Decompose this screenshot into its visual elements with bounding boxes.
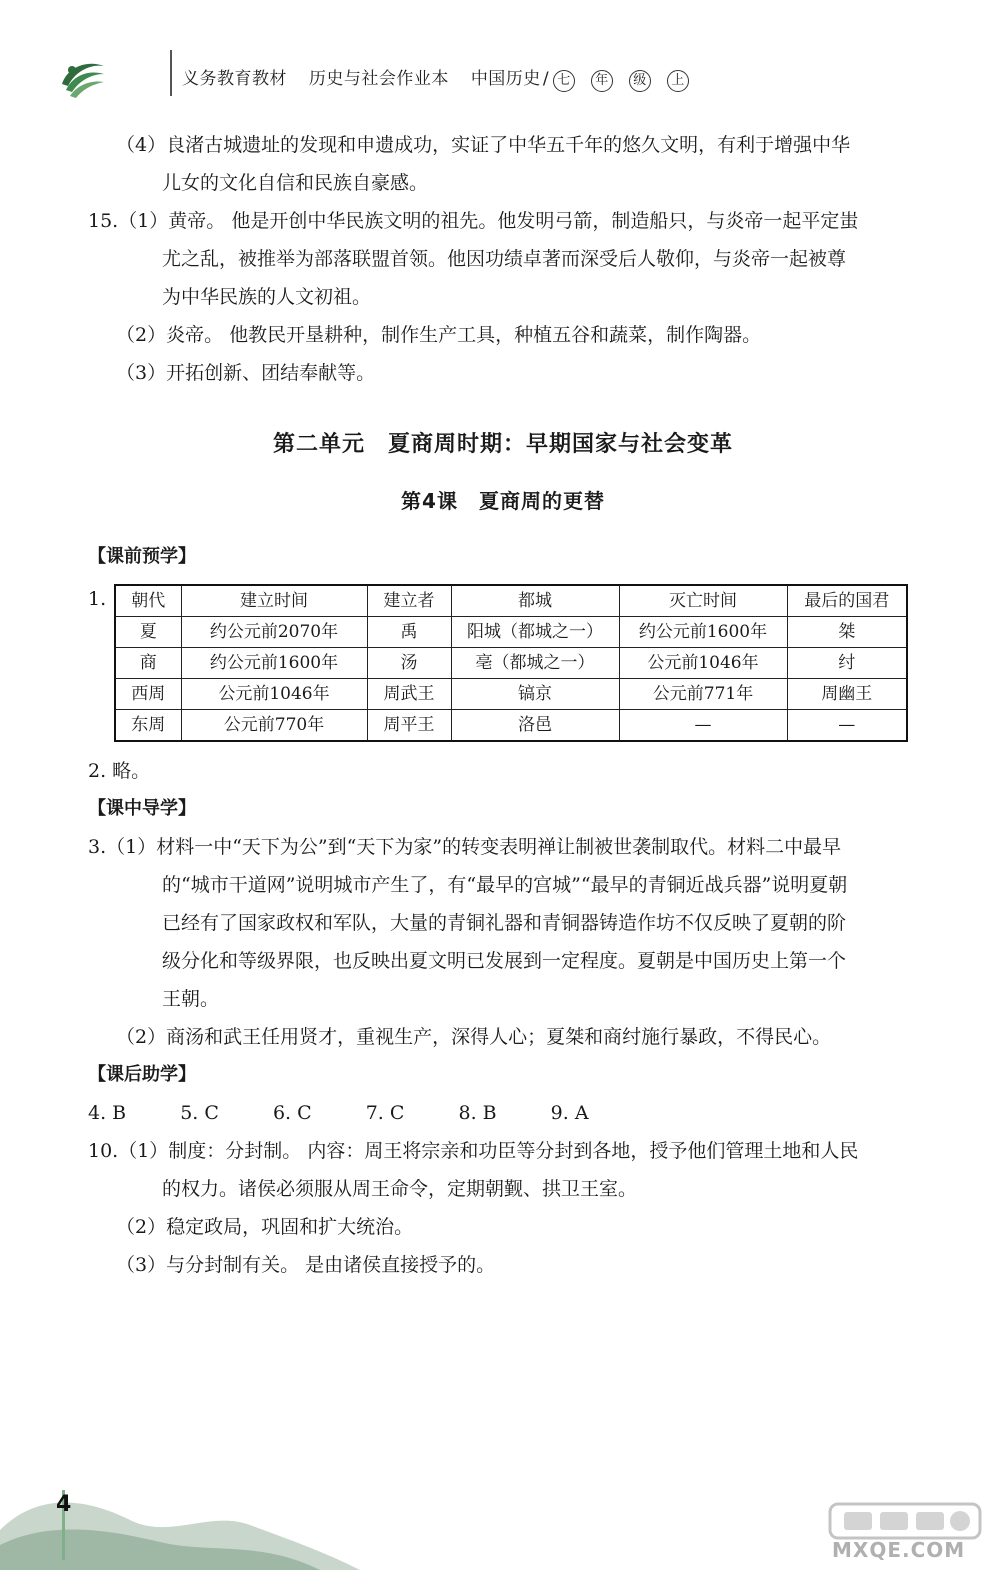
- unit-title: 第二单元 夏商周时期：早期国家与社会变革: [272, 432, 733, 457]
- table-cell: 东周: [115, 710, 181, 742]
- choice-answer: 7. C: [365, 1102, 405, 1124]
- grade-char: 七: [553, 70, 575, 92]
- text-line: （3）与分封制有关。 是由诸侯直接授予的。: [116, 1254, 496, 1276]
- text-line: 级分化和等级界限，也反映出夏文明已发展到一定程度。夏朝是中国历史上第一个: [162, 950, 847, 972]
- text-line: 儿女的文化自信和民族自豪感。: [162, 172, 429, 194]
- text-line: （2）炎帝。 他教民开垦耕种，制作生产工具，种植五谷和蔬菜，制作陶器。: [116, 324, 762, 346]
- table-row: [115, 710, 907, 742]
- table-cell: 公元前1046年: [181, 679, 367, 710]
- text-line: 已经有了国家政权和军队，大量的青铜礼器和青铜器铸造作坊不仅反映了夏朝的阶: [162, 912, 847, 934]
- watermark-text: MXQE.COM: [832, 1538, 966, 1562]
- table-row: [115, 679, 907, 710]
- table-cell: 阳城（都城之一）: [451, 617, 619, 648]
- column-header: 都城: [451, 585, 619, 617]
- answer-q2: 2. 略。: [88, 760, 151, 782]
- header-title: [182, 64, 705, 92]
- text-line: 3.（1）材料一中“天下为公”到“天下为家”的转变表明禅让制被世袭制取代。材料二中最早: [88, 836, 842, 858]
- text-line: （2）稳定政局，巩固和扩大统治。: [116, 1216, 414, 1238]
- header-item: 义务教育教材: [182, 69, 287, 89]
- column-header: 朝代: [115, 585, 181, 617]
- table-cell: 公元前770年: [181, 710, 367, 742]
- question-number: 1.: [88, 588, 107, 610]
- dynasty-table-block: [88, 580, 918, 746]
- column-header: 建立者: [367, 585, 451, 617]
- grade-char: 年: [591, 70, 613, 92]
- table-cell: 公元前771年: [619, 679, 787, 710]
- table-cell: 周幽王: [787, 679, 907, 710]
- text-line: 15.（1）黄帝。 他是开创中华民族文明的祖先。他发明弓箭，制造船只，与炎帝一起平定蚩: [88, 210, 859, 232]
- column-header: 灭亡时间: [619, 585, 787, 617]
- mid-answers: [88, 828, 918, 1056]
- text-line: 王朝。: [162, 988, 220, 1010]
- page-number: 4: [56, 1492, 72, 1517]
- publisher-logo-icon: [58, 56, 108, 102]
- section-pre-study: 【课前预学】: [88, 546, 196, 567]
- table-cell: —: [787, 710, 907, 742]
- header-divider: [170, 50, 172, 96]
- section-in-class: 【课中导学】: [88, 798, 196, 819]
- answer-content: [88, 126, 918, 1284]
- grade-char: 级: [629, 70, 651, 92]
- choice-answers: [88, 1094, 918, 1132]
- choice-answer: 8. B: [458, 1102, 497, 1124]
- table-cell: 约公元前1600年: [181, 648, 367, 679]
- page-header: [58, 50, 958, 110]
- text-line: 尤之乱，被推举为部落联盟首领。他因功绩卓著而深受后人敬仰，与炎帝一起被尊: [162, 248, 847, 270]
- table-cell: 镐京: [451, 679, 619, 710]
- header-slash: /: [542, 69, 550, 89]
- table-cell: 禹: [367, 617, 451, 648]
- dynasty-table: [114, 584, 908, 742]
- text-line: （3）开拓创新、团结奉献等。: [116, 362, 376, 384]
- choice-answer: 6. C: [272, 1102, 312, 1124]
- table-cell: 约公元前1600年: [619, 617, 787, 648]
- text-line: 的“城市干道网”说明城市产生了，有“最早的宫城”“最早的青铜近战兵器”说明夏朝: [162, 874, 848, 896]
- table-cell: 商: [115, 648, 181, 679]
- text-line: 为中华民族的人文初祖。: [162, 286, 372, 308]
- choice-answer: 5. C: [180, 1102, 219, 1124]
- text-line: 的权力。诸侯必须服从周王命令，定期朝觐、拱卫王室。: [162, 1178, 638, 1200]
- top-answers: [88, 126, 918, 392]
- text-line: （2）商汤和武王任用贤才，重视生产，深得人心；夏桀和商纣施行暴政，不得民心。: [116, 1026, 832, 1048]
- header-item: 中国历史: [470, 69, 541, 89]
- table-cell: 西周: [115, 679, 181, 710]
- choice-answer: 4. B: [88, 1102, 127, 1124]
- table-cell: 约公元前2070年: [181, 617, 367, 648]
- choice-answer: 9. A: [550, 1102, 589, 1124]
- table-cell: 汤: [367, 648, 451, 679]
- table-cell: 纣: [787, 648, 907, 679]
- table-cell: —: [619, 710, 787, 742]
- grade-char: 上: [667, 70, 689, 92]
- text-line: （4）良渚古城遗址的发现和申遗成功，实证了中华五千年的悠久文明，有利于增强中华: [116, 134, 851, 156]
- table-cell: 洛邑: [451, 710, 619, 742]
- table-row: [115, 648, 907, 679]
- table-cell: 周武王: [367, 679, 451, 710]
- table-cell: 公元前1046年: [619, 648, 787, 679]
- post-answers: [88, 1132, 918, 1284]
- section-after-class: 【课后助学】: [88, 1064, 196, 1085]
- lesson-title: 第4课 夏商周的更替: [401, 489, 605, 513]
- column-header: 最后的国君: [787, 585, 907, 617]
- table-cell: 桀: [787, 617, 907, 648]
- table-cell: 周平王: [367, 710, 451, 742]
- table-cell: 夏: [115, 617, 181, 648]
- table-header-row: [115, 585, 907, 617]
- header-item: 历史与社会作业本: [308, 69, 449, 89]
- table-row: [115, 617, 907, 648]
- table-cell: 亳（都城之一）: [451, 648, 619, 679]
- text-line: 10.（1）制度：分封制。 内容：周王将宗亲和功臣等分封到各地，授予他们管理土地和人民: [88, 1140, 859, 1162]
- column-header: 建立时间: [181, 585, 367, 617]
